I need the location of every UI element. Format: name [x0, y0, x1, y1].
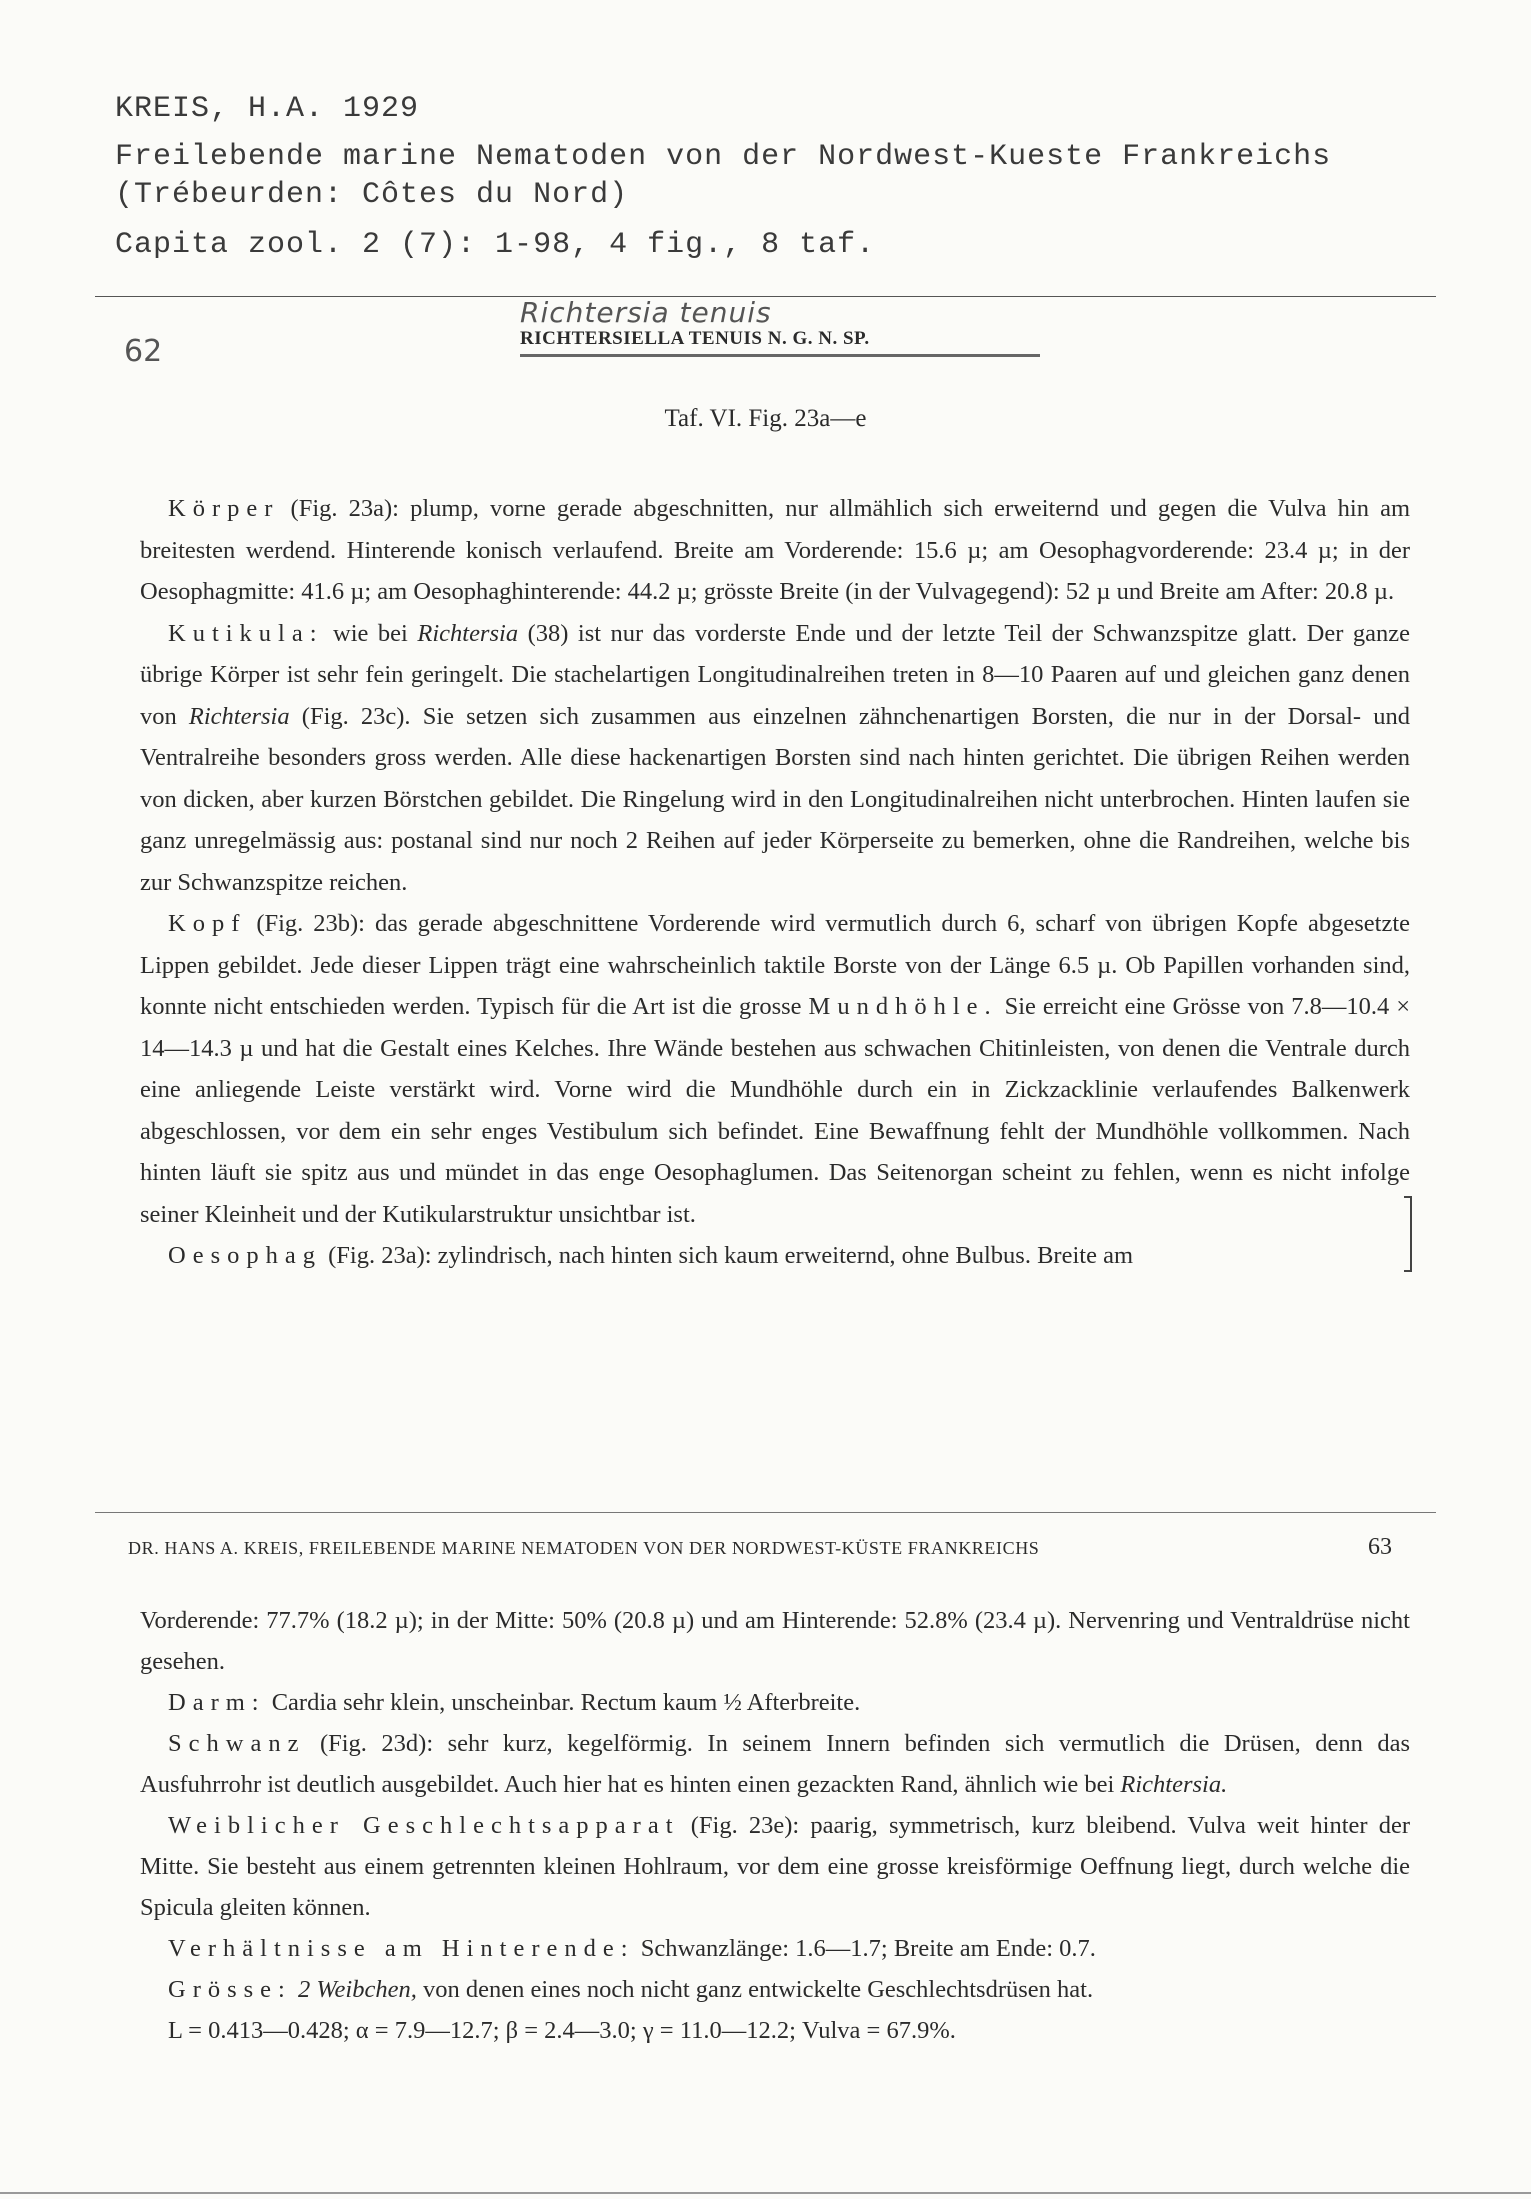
label-groesse: Grösse:	[168, 1976, 292, 2003]
paragraph-kutikula	[140, 613, 1410, 904]
label-darm: Darm:	[168, 1689, 266, 1716]
text-kopf-b: Sie erreicht eine Grösse von 7.8—10.4 × 14—14.3 µ und hat die Gestalt eines Kelches. Ihre Wände bestehen aus schwachen Chitinleisten, von denen die Ventrale durch eine anliegende Leiste verstärkt wird. Vorne wird die Mundhöhle durch ein in Zickzacklinie verlaufendes Balkenwerk abgeschlossen, vor dem ein sehr enges Vestibulum sich befindet. Eine Bewaffnung fehlt der Mundhöhle vollkommen. Nach hinten läuft sie spitz aus und mündet in das enge Oesophaglumen. Das Seitenorgan scheint zu fehlen, wenn es nicht infolge seiner Kleinheit und der Kutikularstruktur unsichtbar ist.	[140, 993, 1411, 1228]
paragraph-schwanz	[140, 1723, 1410, 1805]
text-formula: L = 0.413—0.428; α = 7.9—12.7; β = 2.4—3.0; γ = 11.0—12.2; Vulva = 67.9%.	[168, 2017, 956, 2044]
label-kutikula: Kutikula:	[168, 619, 324, 647]
text-oesophag: (Fig. 23a): zylindrisch, nach hinten sich kaum erweiternd, ohne Bulbus. Breite am	[328, 1242, 1134, 1269]
bottom-edge	[0, 2192, 1531, 2194]
label-verhaeltnisse: Verhältnisse am Hinterende:	[168, 1935, 635, 1962]
label-oesophag: Oesophag	[168, 1242, 322, 1269]
page-divider	[95, 1512, 1436, 1513]
citation-title-line2: (Trébeurden: Côtes du Nord)	[115, 178, 629, 212]
page-62-body	[140, 488, 1410, 1277]
genus-richtersia: Richtersia	[417, 619, 519, 647]
text-kutikula-a: wie bei	[333, 619, 408, 647]
paragraph-weiblich	[140, 1805, 1410, 1928]
margin-bracket	[1404, 1196, 1412, 1272]
text-groesse: von denen eines noch nicht ganz entwickelte Geschlechtsdrüsen hat.	[422, 1976, 1094, 2003]
plate-reference: Taf. VI. Fig. 23a—e	[664, 405, 867, 432]
citation-journal: Capita zool. 2 (7): 1-98, 4 fig., 8 taf.	[115, 228, 876, 262]
text-verhaeltnisse: Schwanzlänge: 1.6—1.7; Breite am Ende: 0.7.	[640, 1935, 1096, 1962]
label-weiblich: Weiblicher Geschlechtsapparat	[168, 1812, 680, 1839]
text-koerper: (Fig. 23a): plump, vorne gerade abgeschnitten, nur allmählich sich erweiternd und gegen die Vulva hin am breitesten werdend. Hinterende konisch verlaufend. Breite am Vorderende: 15.6 µ; am Oesophagvorderende: 23.4 µ; in der Oesophagmitte: 41.6 µ; am Oesophaghinterende: 44.2 µ; grösste Breite (in der Vulvagegend): 52 µ und Breite am After: 20.8 µ.	[140, 495, 1411, 605]
text-weiblich: (Fig. 23e): paarig, symmetrisch, kurz bleibend. Vulva weit hinter der Mitte. Sie besteht aus einem getrennten kleinen Hohlraum, vor dem eine grosse kreisförmige Oeffnung liegt, durch welche die Spicula gleiten können.	[140, 1812, 1411, 1921]
handwritten-note: Richtersia tenuis	[520, 296, 772, 329]
paragraph-continuation: Vorderende: 77.7% (18.2 µ); in der Mitte: 50% (20.8 µ) und am Hinterende: 52.8% (23.4 µ). Nervenring und Ventraldrüse nicht gesehen.	[140, 1607, 1410, 1675]
page-number-63: 63	[1368, 1534, 1392, 1560]
label-koerper: Körper	[168, 495, 280, 522]
text-darm: Cardia sehr klein, unscheinbar. Rectum kaum ½ Afterbreite.	[271, 1689, 861, 1716]
label-mundhoehle: Mundhöhle.	[808, 993, 998, 1020]
paragraph-groesse	[140, 1969, 1410, 2010]
paragraph-kopf	[140, 903, 1410, 1235]
paragraph-darm	[140, 1682, 1410, 1723]
text-schwanz: (Fig. 23d): sehr kurz, kegelförmig. In seinem Innern befinden sich vermutlich die Drüsen, denn das Ausfuhrrohr ist deutlich ausgebildet. Auch hier hat es hinten einen gezackten Rand, ähnlich wie bei	[140, 1730, 1411, 1798]
paragraph-oesophag	[140, 1235, 1410, 1277]
genus-richtersia-2: Richtersia	[188, 702, 290, 730]
page-63-body	[140, 1600, 1410, 2051]
paragraph-verhaeltnisse	[140, 1928, 1410, 1969]
running-header: DR. HANS A. KREIS, FREILEBENDE MARINE NEMATODEN VON DER NORDWEST-KÜSTE FRANKREICHS	[128, 1538, 1040, 1558]
label-kopf: Kopf	[168, 910, 247, 937]
text-kutikula-b: (38) ist nur das vorderste Ende und der letzte Teil der Schwanzspitze glatt. Der ganze übrige Körper ist sehr fein geringelt. Die stachelartigen Longitudinalreihen treten in 8—10 Paaren auf und gleichen ganz denen von	[140, 619, 1411, 730]
text-kopf-a: (Fig. 23b): das gerade abgeschnittene Vorderende wird vermutlich durch 6, scharf von übrigen Kopfe abgesetzte Lippen gebildet. Jede dieser Lippen trägt eine wahrscheinlich taktile Borste von der Länge 6.5 µ. Ob Papillen vorhanden sind, konnte nicht entschieden werden. Typisch für die Art ist die grosse	[140, 910, 1410, 1020]
text-weibchen: 2 Weibchen,	[297, 1976, 417, 2003]
text-kutikula-c: (Fig. 23c). Sie setzen sich zusammen aus einzelnen zähnchenartigen Borsten, die nur in der Dorsal- und Ventralreihe besonders gross werden. Alle diese hackenartigen Borsten sind nach hinten gerichtet. Die übrigen Reihen werden von dicken, aber kurzen Börstchen gebildet. Die Ringelung wird in den Longitudinalreihen nicht unterbrochen. Hinten laufen sie ganz unregelmässig aus: postanal sind nur noch 2 Reihen auf jeder Körperseite zu bemerken, ohne die Randreihen, welche bis zur Schwanzspitze reichen.	[140, 702, 1410, 896]
species-heading: RICHTERSIELLA TENUIS N. G. N. SP.	[520, 328, 870, 349]
paragraph-koerper	[140, 488, 1410, 613]
heading-underline	[520, 354, 1040, 357]
page-number-62: 62	[124, 334, 163, 369]
label-schwanz: Schwanz	[168, 1730, 306, 1757]
citation-author-year: KREIS, H.A. 1929	[115, 92, 420, 126]
citation-title-line1: Freilebende marine Nematoden von der Nordwest-Kueste Frankreichs	[115, 140, 1332, 174]
genus-richtersia-3: Richtersia.	[1120, 1771, 1228, 1798]
paragraph-formula	[140, 2010, 1410, 2051]
